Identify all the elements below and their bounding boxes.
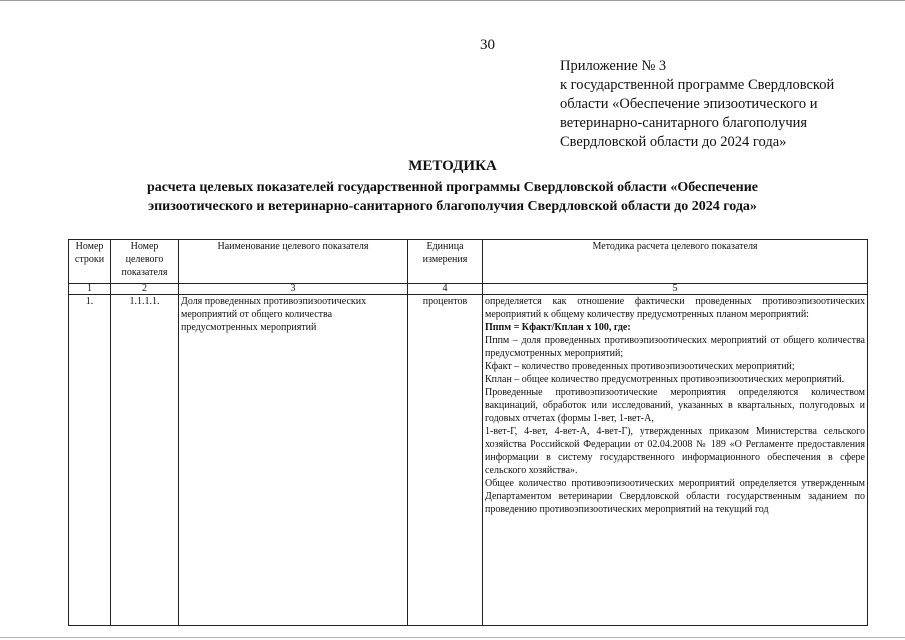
appendix-line: к государственной программе Свердловской	[560, 77, 835, 93]
table-header-row	[69, 240, 868, 284]
header-method: Методика расчета целевого показателя	[483, 240, 868, 284]
table-row	[69, 295, 868, 626]
method-paragraph: Кфакт – количество проведенных противоэпизоотических мероприятий;	[485, 361, 795, 372]
subtitle-line: эпизоотического и ветеринарно-санитарного благополучия Свердловской области до 2024 года»	[148, 199, 757, 214]
header-indicator-number: Номер целевого показателя	[111, 240, 179, 284]
appendix-line: ветеринарно-санитарного благополучия	[560, 115, 808, 131]
column-numbers-row	[69, 284, 868, 295]
method-cell	[483, 295, 868, 626]
column-number: 1	[69, 284, 111, 295]
appendix-line: Приложение № 3	[560, 58, 667, 74]
method-paragraph: определяется как отношение фактически проведенных противоэпизоотических мероприятий к общему количеству предусмотренных планом мероприятий:	[485, 296, 865, 320]
indicators-table	[68, 239, 868, 626]
method-paragraph: Кплан – общее количество предусмотренных противоэпизоотических мероприятий.	[485, 374, 845, 385]
method-formula: Пппм = Кфакт/Кплан x 100, где:	[485, 322, 631, 333]
indicator-number-cell: 1.1.1.1.	[111, 295, 179, 626]
bottom-scan-edge	[0, 637, 905, 638]
row-number-cell: 1.	[69, 295, 111, 626]
method-paragraph: Пппм – доля проведенных противоэпизоотических мероприятий от общего количества предусмотренных мероприятий;	[485, 335, 865, 359]
method-paragraph: Проведенные противоэпизоотические мероприятия определяются количеством вакцинаций, обработок или исследований, указанных в квартальных, полугодовых и годовых отчетах (формы 1-вет, 1-вет-А,	[485, 387, 865, 424]
indicator-name-cell: Доля проведенных противоэпизоотических мероприятий от общего количества предусмотренных мероприятий	[179, 295, 408, 626]
subtitle-line: расчета целевых показателей государственной программы Свердловской области «Обеспечение	[146, 180, 759, 195]
column-number: 3	[179, 284, 408, 295]
document-title: МЕТОДИКА	[408, 158, 497, 174]
column-number: 2	[111, 284, 179, 295]
method-paragraph: 1-вет-Г, 4-вет, 4-вет-А, 4-вет-Г), утвержденных приказом Министерства сельского хозяйства Российской Федерации от 02.04.2008 № 189 «О Регламенте предоставления информации в систему государственного информационного обеспечения в сфере сельского хозяйства».	[485, 426, 865, 476]
appendix-block	[560, 57, 834, 152]
column-number: 5	[483, 284, 868, 295]
column-number: 4	[408, 284, 483, 295]
appendix-line: области «Обеспечение эпизоотического и	[560, 96, 818, 112]
unit-cell: процентов	[408, 295, 483, 626]
header-unit: Единица измерения	[408, 240, 483, 284]
method-paragraph: Общее количество противоэпизоотических мероприятий определяется утвержденным Департаментом ветеринарии Свердловской области государственным заданием по проведению противоэпизоотических мероприятий на текущий год	[485, 478, 865, 515]
header-indicator-name: Наименование целевого показателя	[179, 240, 408, 284]
header-row-number: Номер строки	[69, 240, 111, 284]
document-subtitle	[0, 178, 905, 216]
top-scan-edge	[0, 0, 905, 1]
page-number: 30	[480, 37, 495, 53]
appendix-line: Свердловской области до 2024 года»	[560, 134, 787, 150]
